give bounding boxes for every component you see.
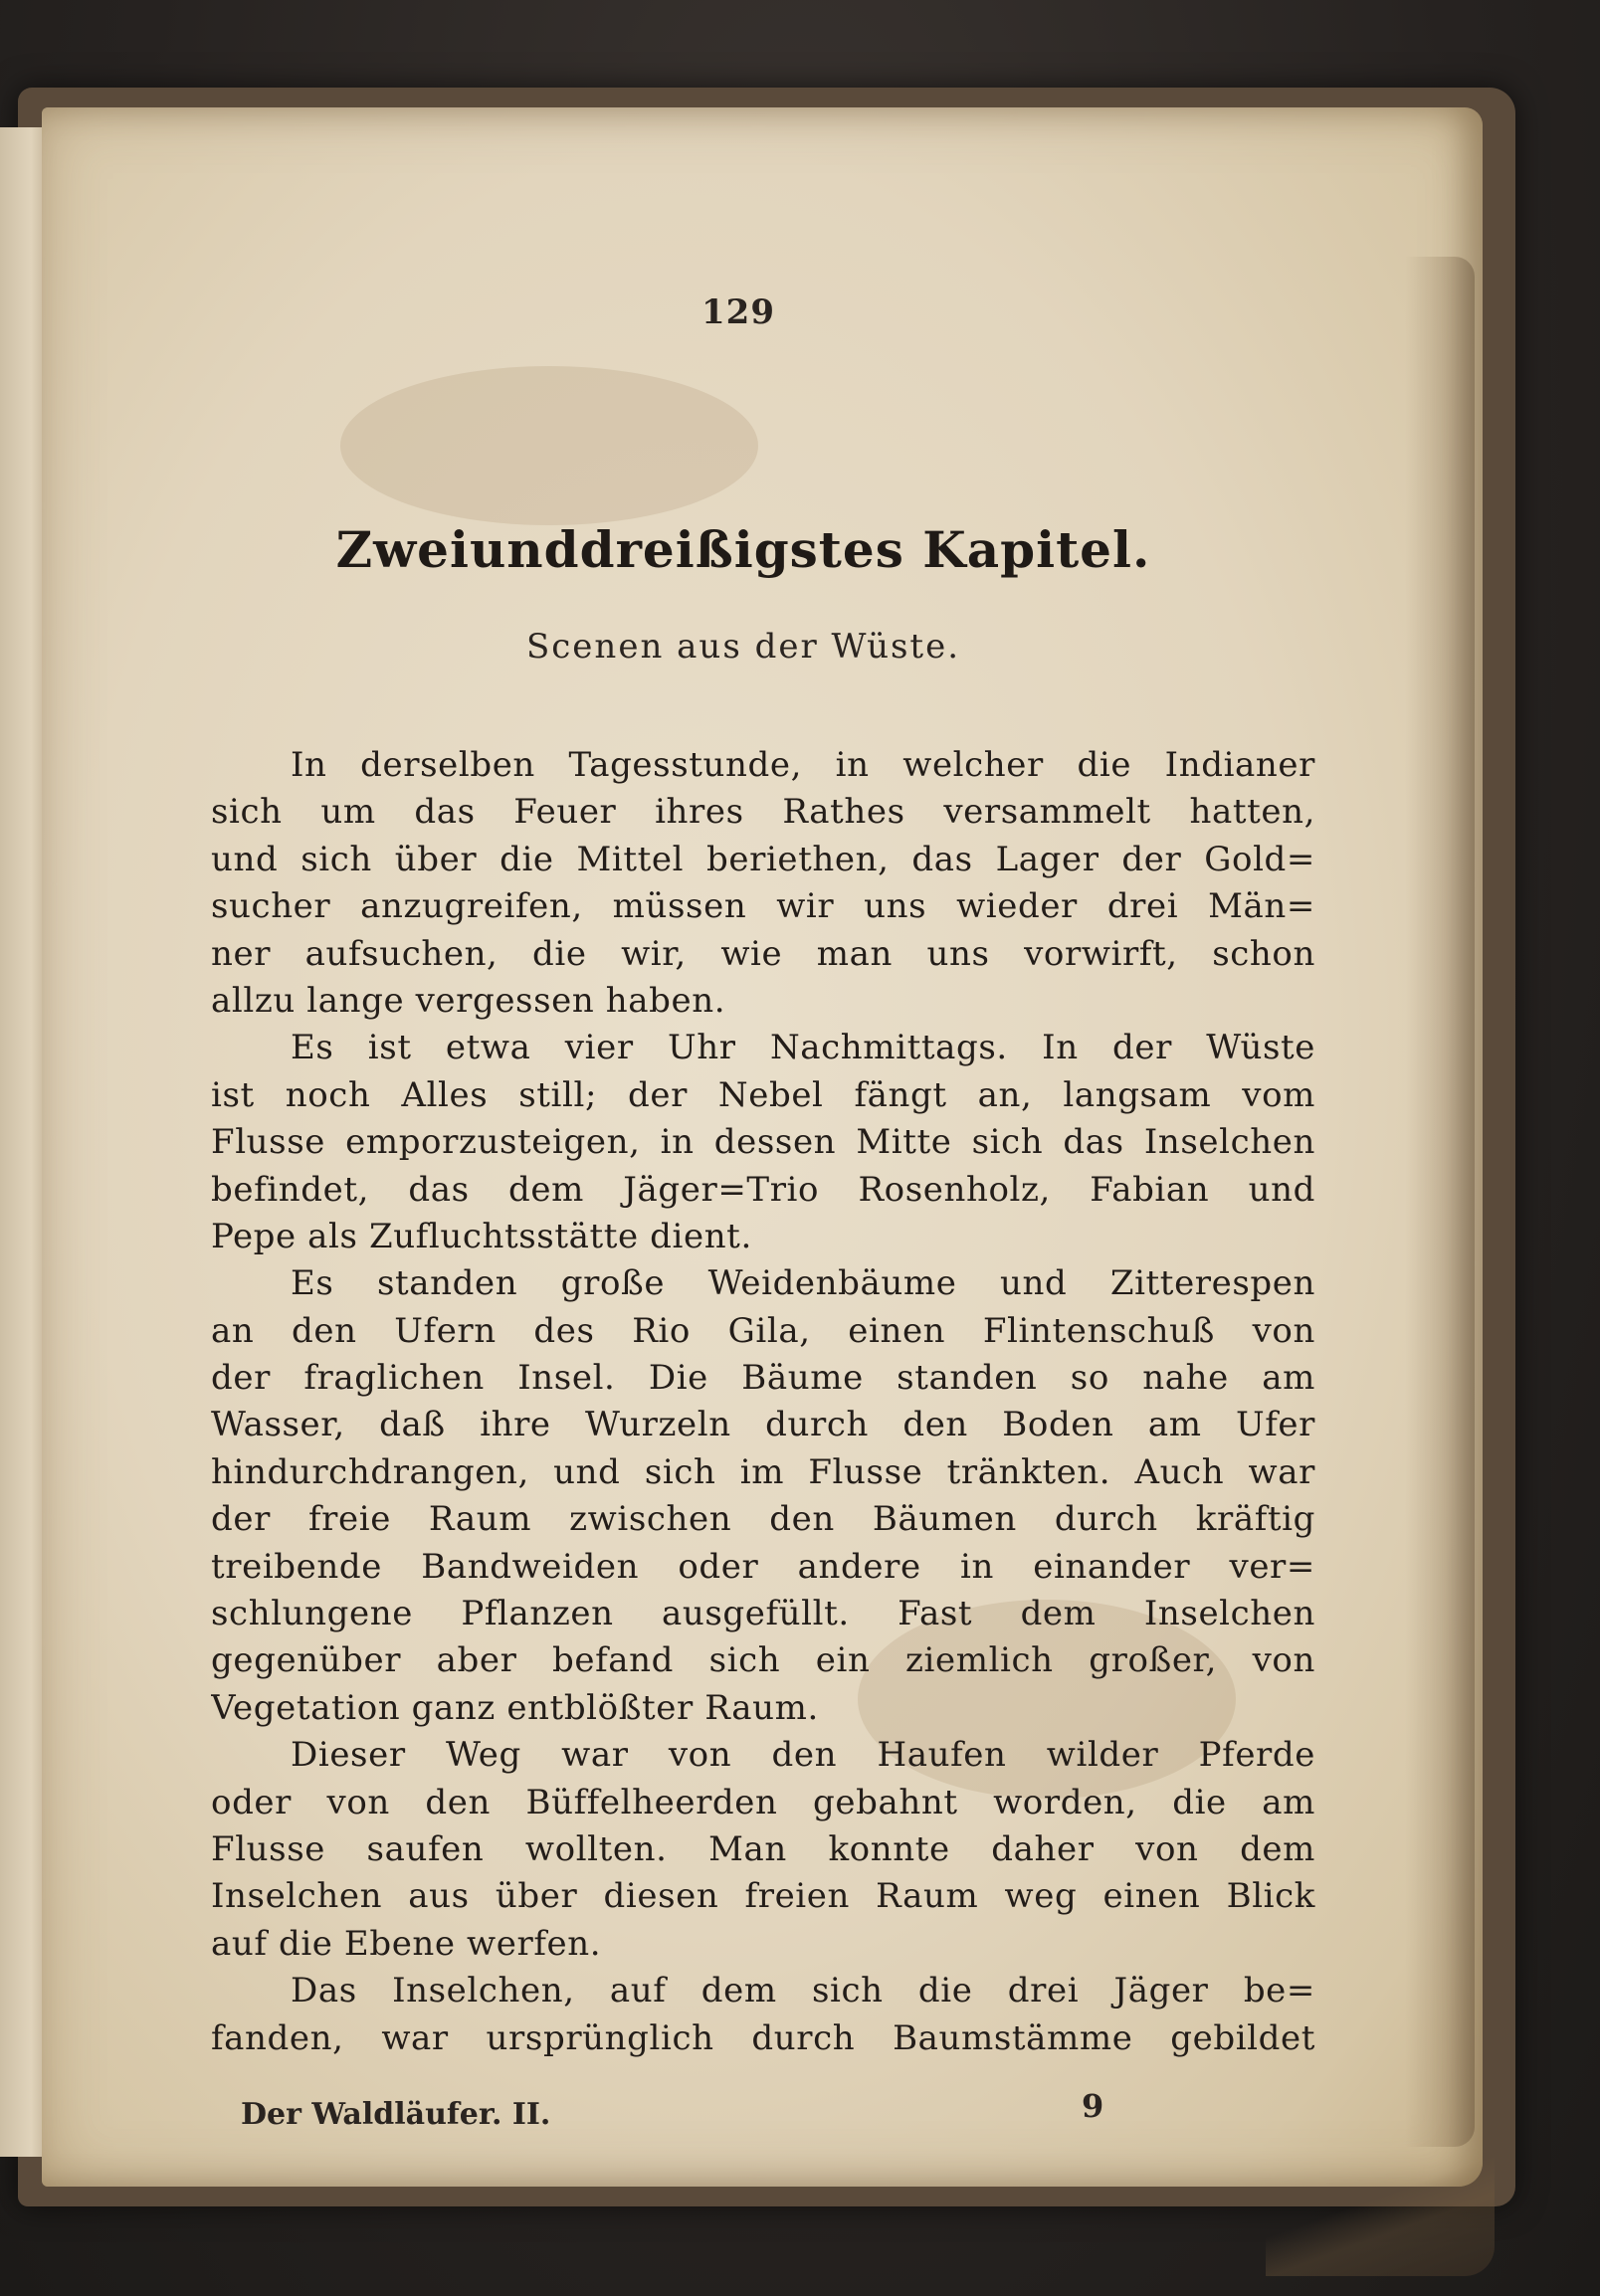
text-line: Flusse emporzusteigen, in dessen Mitte sich das Inselchen [211, 1122, 1315, 1163]
text-line: der freie Raum zwischen den Bäumen durch kräftig [211, 1499, 1315, 1540]
text-line: und sich über die Mittel beriethen, das Lager der Gold= [211, 839, 1315, 879]
footer-sheet-number: 9 [1082, 2087, 1104, 2125]
text-line: sich um das Feuer ihres Rathes versammelt hatten, [211, 792, 1315, 833]
text-line: ner aufsuchen, die wir, wie man uns vorwirft, schon [211, 933, 1315, 974]
text-line: Flusse saufen wollten. Man konnte daher von dem [211, 1828, 1315, 1869]
page-number: 129 [701, 292, 775, 332]
chapter-subtitle: Scenen aus der Wüste. [525, 627, 961, 667]
text-line: treibende Bandweiden oder andere in einander ver= [211, 1546, 1315, 1587]
text-line: Es standen große Weidenbäume und Zitterespen [291, 1263, 1315, 1304]
text-line: Vegetation ganz entblößter Raum. [211, 1687, 819, 1728]
text-line: Das Inselchen, auf dem sich die drei Jäger be= [291, 1971, 1315, 2011]
chapter-title: Zweiunddreißigstes Kapitel. [335, 520, 1151, 579]
text-line: Inselchen aus über diesen freien Raum weg einen Blick [211, 1876, 1315, 1917]
text-line: befindet, das dem Jäger=Trio Rosenholz, Fabian und [211, 1169, 1315, 1210]
text-line: der fraglichen Insel. Die Bäume standen so nahe am [211, 1358, 1315, 1399]
text-line: gegenüber aber befand sich ein ziemlich großer, von [211, 1640, 1315, 1681]
text-line: Dieser Weg war von den Haufen wilder Pferde [291, 1735, 1315, 1776]
text-line: fanden, war ursprünglich durch Baumstämme gebildet [211, 2017, 1315, 2058]
page-corner-curl [1266, 2157, 1495, 2276]
text-line: allzu lange vergessen haben. [211, 980, 726, 1021]
text-line: oder von den Büffelheerden gebahnt worden, die am [211, 1782, 1315, 1822]
page-footer [241, 2087, 1236, 2147]
text-line: Es ist etwa vier Uhr Nachmittags. In der Wüste [291, 1028, 1315, 1068]
text-line: hindurchdrangen, und sich im Flusse tränkten. Auch war [211, 1451, 1315, 1492]
text-line: an den Ufern des Rio Gila, einen Flintenschuß von [211, 1310, 1315, 1351]
text-line: ist noch Alles still; der Nebel fängt an, langsam vom [211, 1074, 1315, 1115]
body-text [211, 742, 1315, 2062]
text-block [211, 257, 1315, 2147]
text-line: Pepe als Zufluchtsstätte dient. [211, 1216, 752, 1256]
text-line: sucher anzugreifen, müssen wir uns wieder drei Män= [211, 886, 1315, 927]
text-line: Wasser, daß ihre Wurzeln durch den Boden am Ufer [211, 1405, 1315, 1445]
text-line: In derselben Tagesstunde, in welcher die Indianer [291, 745, 1315, 785]
page-fold-shadow [1405, 257, 1475, 2147]
book-page [42, 107, 1483, 2187]
footer-signature: Der Waldläufer. II. [241, 2097, 551, 2132]
text-line: auf die Ebene werfen. [211, 1923, 602, 1964]
text-line: schlungene Pflanzen ausgefüllt. Fast dem Inselchen [211, 1594, 1315, 1634]
